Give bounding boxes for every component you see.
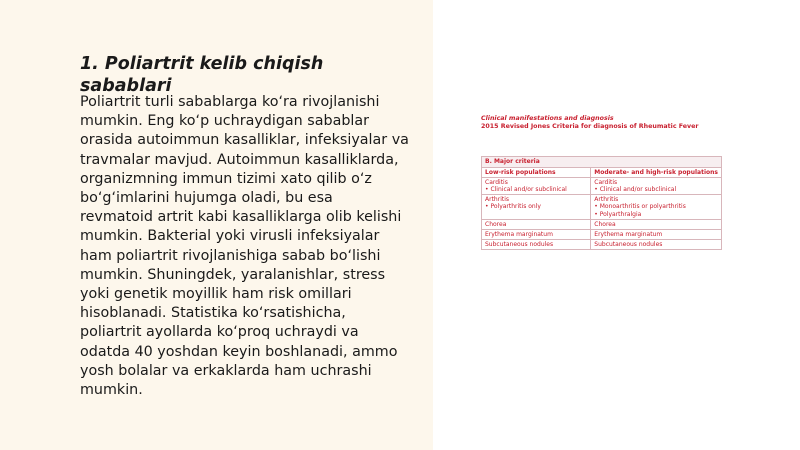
body-line: revmatoid artrit kabi kasalliklarga olib kelishi	[80, 209, 402, 226]
table-cell: Chorea	[591, 219, 722, 229]
cell-line: • Polyarthritis only	[485, 203, 541, 211]
cell-line: • Polyarthralgia	[594, 210, 642, 218]
body-line: ham poliartrit rivojlanishiga sabab bo‘lishi	[80, 247, 381, 264]
table-cell: Chorea	[482, 219, 591, 229]
body-line: hisoblanadi. Statistika ko‘rsatishicha,	[80, 305, 346, 322]
body-line: mumkin. Eng ko‘p uchraydigan sabablar	[80, 113, 370, 130]
slide-title: 1. Poliartrit kelib chiqish sabablari	[80, 54, 324, 96]
cell-line: • Clinical and/or subclinical	[594, 186, 677, 194]
column-header-low-risk: Low-risk populations	[482, 167, 591, 177]
table-cell: Subcutaneous nodules	[591, 240, 722, 250]
major-criteria-table	[481, 156, 722, 250]
body-line: odatda 40 yoshdan keyin boshlanadi, ammo	[80, 343, 398, 360]
body-line: orasida autoimmun kasalliklar, infeksiyalar va	[80, 132, 409, 149]
table-row	[482, 230, 722, 240]
table-cell	[482, 195, 591, 220]
table-cell: Subcutaneous nodules	[482, 240, 591, 250]
body-line: organizmning immun tizimi xato qilib o‘z	[80, 170, 372, 187]
body-line: bo‘g‘imlarini hujumga oladi, bu esa	[80, 190, 333, 207]
table-cell	[591, 195, 722, 220]
body-line: yoki genetik moyillik ham risk omillari	[80, 286, 352, 303]
cell-line: • Monoarthritis or polyarthritis	[594, 203, 686, 211]
figure-subheading: 2015 Revised Jones Criteria for diagnosis of Rheumatic Fever	[481, 123, 699, 131]
column-header-high-risk: Moderate- and high-risk populations	[591, 167, 722, 177]
cell-line: Arthritis	[485, 196, 510, 204]
body-line: travmalar mavjud. Autoimmun kasalliklarda,	[80, 151, 399, 168]
cell-line: Carditis	[594, 178, 618, 186]
body-line: poliartrit ayollarda ko‘proq uchraydi va	[80, 324, 359, 341]
table-row	[482, 195, 722, 220]
cell-line: Carditis	[485, 178, 508, 186]
cell-line: Arthritis	[594, 196, 619, 204]
table-row	[482, 177, 722, 194]
table-cell: Erythema marginatum	[482, 230, 591, 240]
table-group-header: B. Major criteria	[482, 157, 722, 167]
table-cell: Erythema marginatum	[591, 230, 722, 240]
body-line: mumkin. Bakterial yoki virusli infeksiyalar	[80, 228, 380, 245]
body-line: Poliartrit turli sabablarga ko‘ra rivojlanishi	[80, 94, 380, 110]
body-line: mumkin.	[80, 382, 143, 399]
jones-criteria-figure	[481, 115, 722, 250]
table-row	[482, 219, 722, 229]
body-line: mumkin. Shuningdek, yaralanishlar, stress	[80, 266, 386, 283]
figure-heading: Clinical manifestations and diagnosis	[481, 115, 614, 122]
table-cell	[482, 177, 591, 194]
slide-body-text	[80, 93, 425, 400]
table-row	[482, 240, 722, 250]
body-line: yosh bolalar va erkaklarda ham uchrashi	[80, 362, 372, 379]
cell-line: • Clinical and/or subclinical	[485, 186, 567, 194]
table-cell	[591, 177, 722, 194]
